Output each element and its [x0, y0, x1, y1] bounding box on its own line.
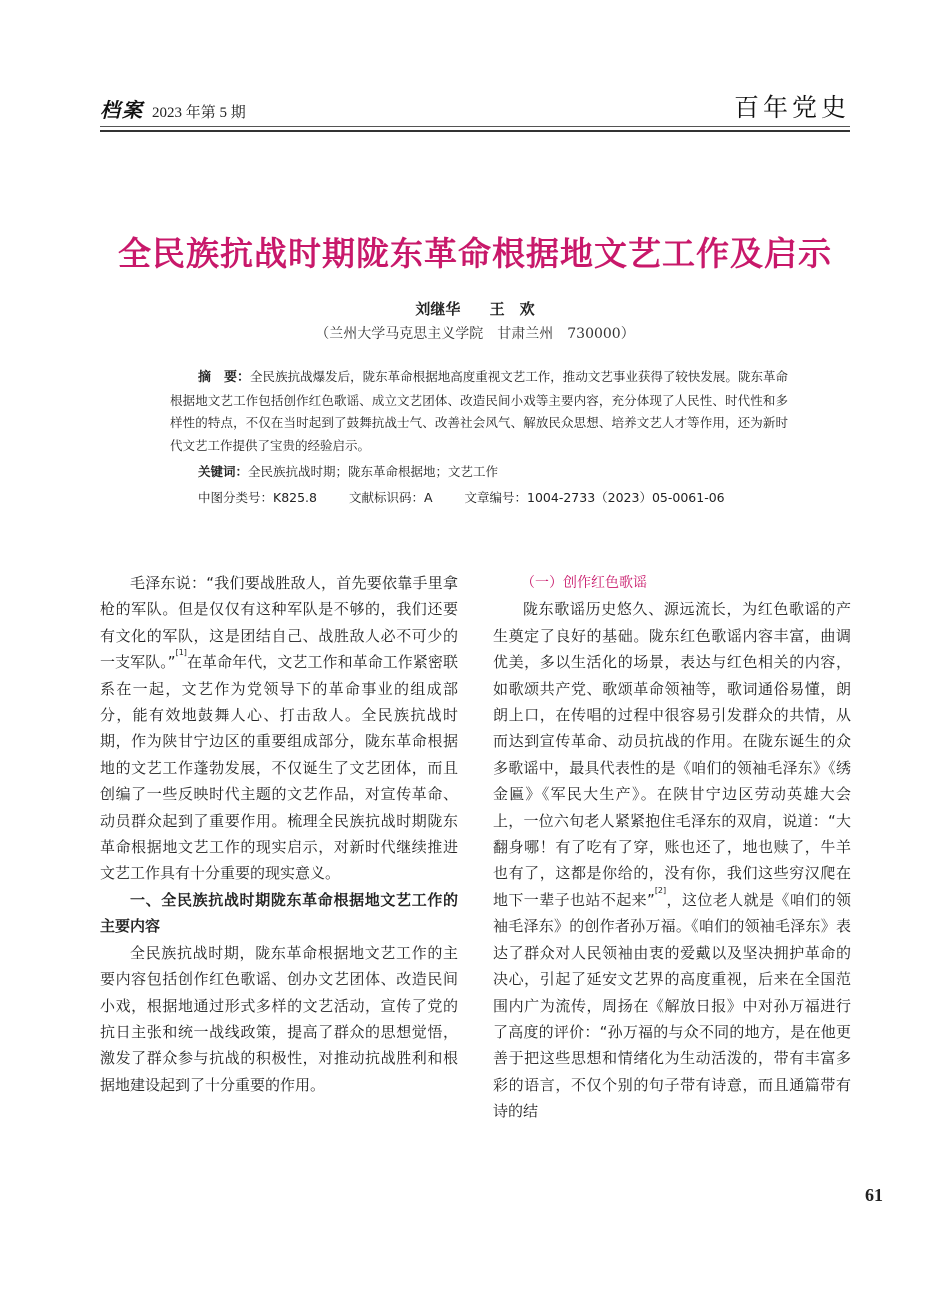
authors [0, 298, 950, 319]
author-1: 刘继华 [415, 300, 461, 318]
article-number: 文章编号：1004-2733（2023）05-0061-06 [464, 490, 725, 505]
doc-code: 文献标识码：A [348, 490, 433, 505]
paragraph-text: ，这位老人就是《咱们的领袖毛泽东》的创作者孙万福。《咱们的领袖毛泽东》表达了群众对人民领袖由衷的爱戴以及坚决拥护革命的决心，引起了延安文艺界的高度重视，后来在全国范围内广为流传，周扬在《解放日报》中对孙万福进行了高度的评价：“孙万福的与众不同的地方，是在他更善于把这些思想和情绪化为生动活泼的，带有丰富多彩的语言，不仅个别的句子带有诗意，而且通篇带有诗的结 [493, 890, 851, 1121]
abstract-label: 摘 要： [198, 370, 251, 385]
journal-logo: 档案 [100, 98, 144, 122]
section-label: 百年党史 [733, 93, 850, 122]
header-rule-thick [100, 130, 850, 132]
right-column [493, 570, 851, 1125]
issue-label: 2023 年第 5 期 [152, 105, 246, 121]
keywords-label: 关键词： [198, 464, 249, 479]
citation-ref: [2] [654, 885, 667, 895]
paragraph-text: 在革命年代，文艺工作和革命工作紧密联系在一起，文艺作为党领导下的革命事业的组成部分，能有效地鼓舞人心、打击敌人。全民族抗战时期，作为陕甘宁边区的重要组成部分，陇东革命根据地的文艺工作蓬勃发展，不仅诞生了文艺团体，而且创编了一些反映时代主题的文艺作品，对宣传革命、动员群众起到了重要作用。梳理全民族抗战时期陇东革命根据地文艺工作的现实启示，对新时代继续推进文艺工作具有十分重要的现实意义。 [100, 653, 458, 883]
paragraph [493, 596, 851, 1124]
left-column [100, 570, 458, 1098]
paragraph [100, 570, 458, 887]
section-heading: 一、全民族抗战时期陇东革命根据地文艺工作的主要内容 [100, 890, 458, 936]
page-number: 61 [865, 1185, 883, 1205]
keywords [198, 462, 788, 480]
abstract-text: 全民族抗战爆发后，陇东革命根据地高度重视文艺工作，推动文艺事业获得了较快发展。陇东革命根据地文艺工作包括创作红色歌谣、成立文艺团体、改造民间小戏等主要内容，充分体现了人民性、时代性和多样性的特点，不仅在当时起到了鼓舞抗战士气、改善社会风气、解放民众思想、培养文艺人才等作用，还为新时代文艺工作提供了宝贵的经验启示。 [170, 369, 788, 453]
affiliation: （兰州大学马克思主义学院 甘肃兰州 730000） [315, 326, 635, 342]
subsection-heading: （一）创作红色歌谣 [521, 575, 647, 591]
paragraph-text: 毛泽东说：“我们要战胜敌人，首先要依靠手里拿枪的军队。但是仅仅有这种军队是不够的，我们还要有文化的军队，这是团结自己、战胜敌人必不可少的一支军队。” [100, 574, 458, 672]
abstract [170, 366, 788, 457]
article-title: 全民族抗战时期陇东革命根据地文艺工作及启示 [118, 234, 832, 273]
author-2: 王 欢 [489, 300, 535, 318]
paragraph: 全民族抗战时期，陇东革命根据地文艺工作的主要内容包括创作红色歌谣、创办文艺团体、改造民间小戏，根据地通过形式多样的文艺活动，宣传了党的抗日主张和统一战线政策，提高了群众的思想觉悟，激发了群众参与抗战的积极性，对推动抗战胜利和根据地建设起到了十分重要的作用。 [100, 943, 458, 1094]
classification-line [198, 488, 798, 506]
citation-ref: [1] [175, 648, 187, 658]
keywords-text: 全民族抗战时期；陇东革命根据地；文艺工作 [248, 464, 499, 479]
running-header-left [100, 94, 246, 123]
header-rule-thin [100, 126, 850, 127]
clc-code: 中图分类号：K825.8 [198, 490, 317, 505]
paragraph-text: 陇东歌谣历史悠久、源远流长，为红色歌谣的产生奠定了良好的基础。陇东红色歌谣内容丰富，曲调优美，多以生活化的场景，表达与红色相关的内容，如歌颂共产党、歌颂革命领袖等，歌词通俗易懂，朗朗上口，在传唱的过程中很容易引发群众的共情，从而达到宣传革命、动员抗战的作用。在陇东诞生的众多歌谣中，最具代表性的是《咱们的领袖毛泽东》《绣金匾》《军民大生产》。在陕甘宁边区劳动英雄大会上，一位六旬老人紧紧抱住毛泽东的双肩，说道：“大翻身哪！有了吃有了穿，账也还了，地也赎了，牛羊也有了，这都是你给的，没有你，我们这些穷汉爬在地下一辈子也站不起来” [493, 600, 851, 909]
